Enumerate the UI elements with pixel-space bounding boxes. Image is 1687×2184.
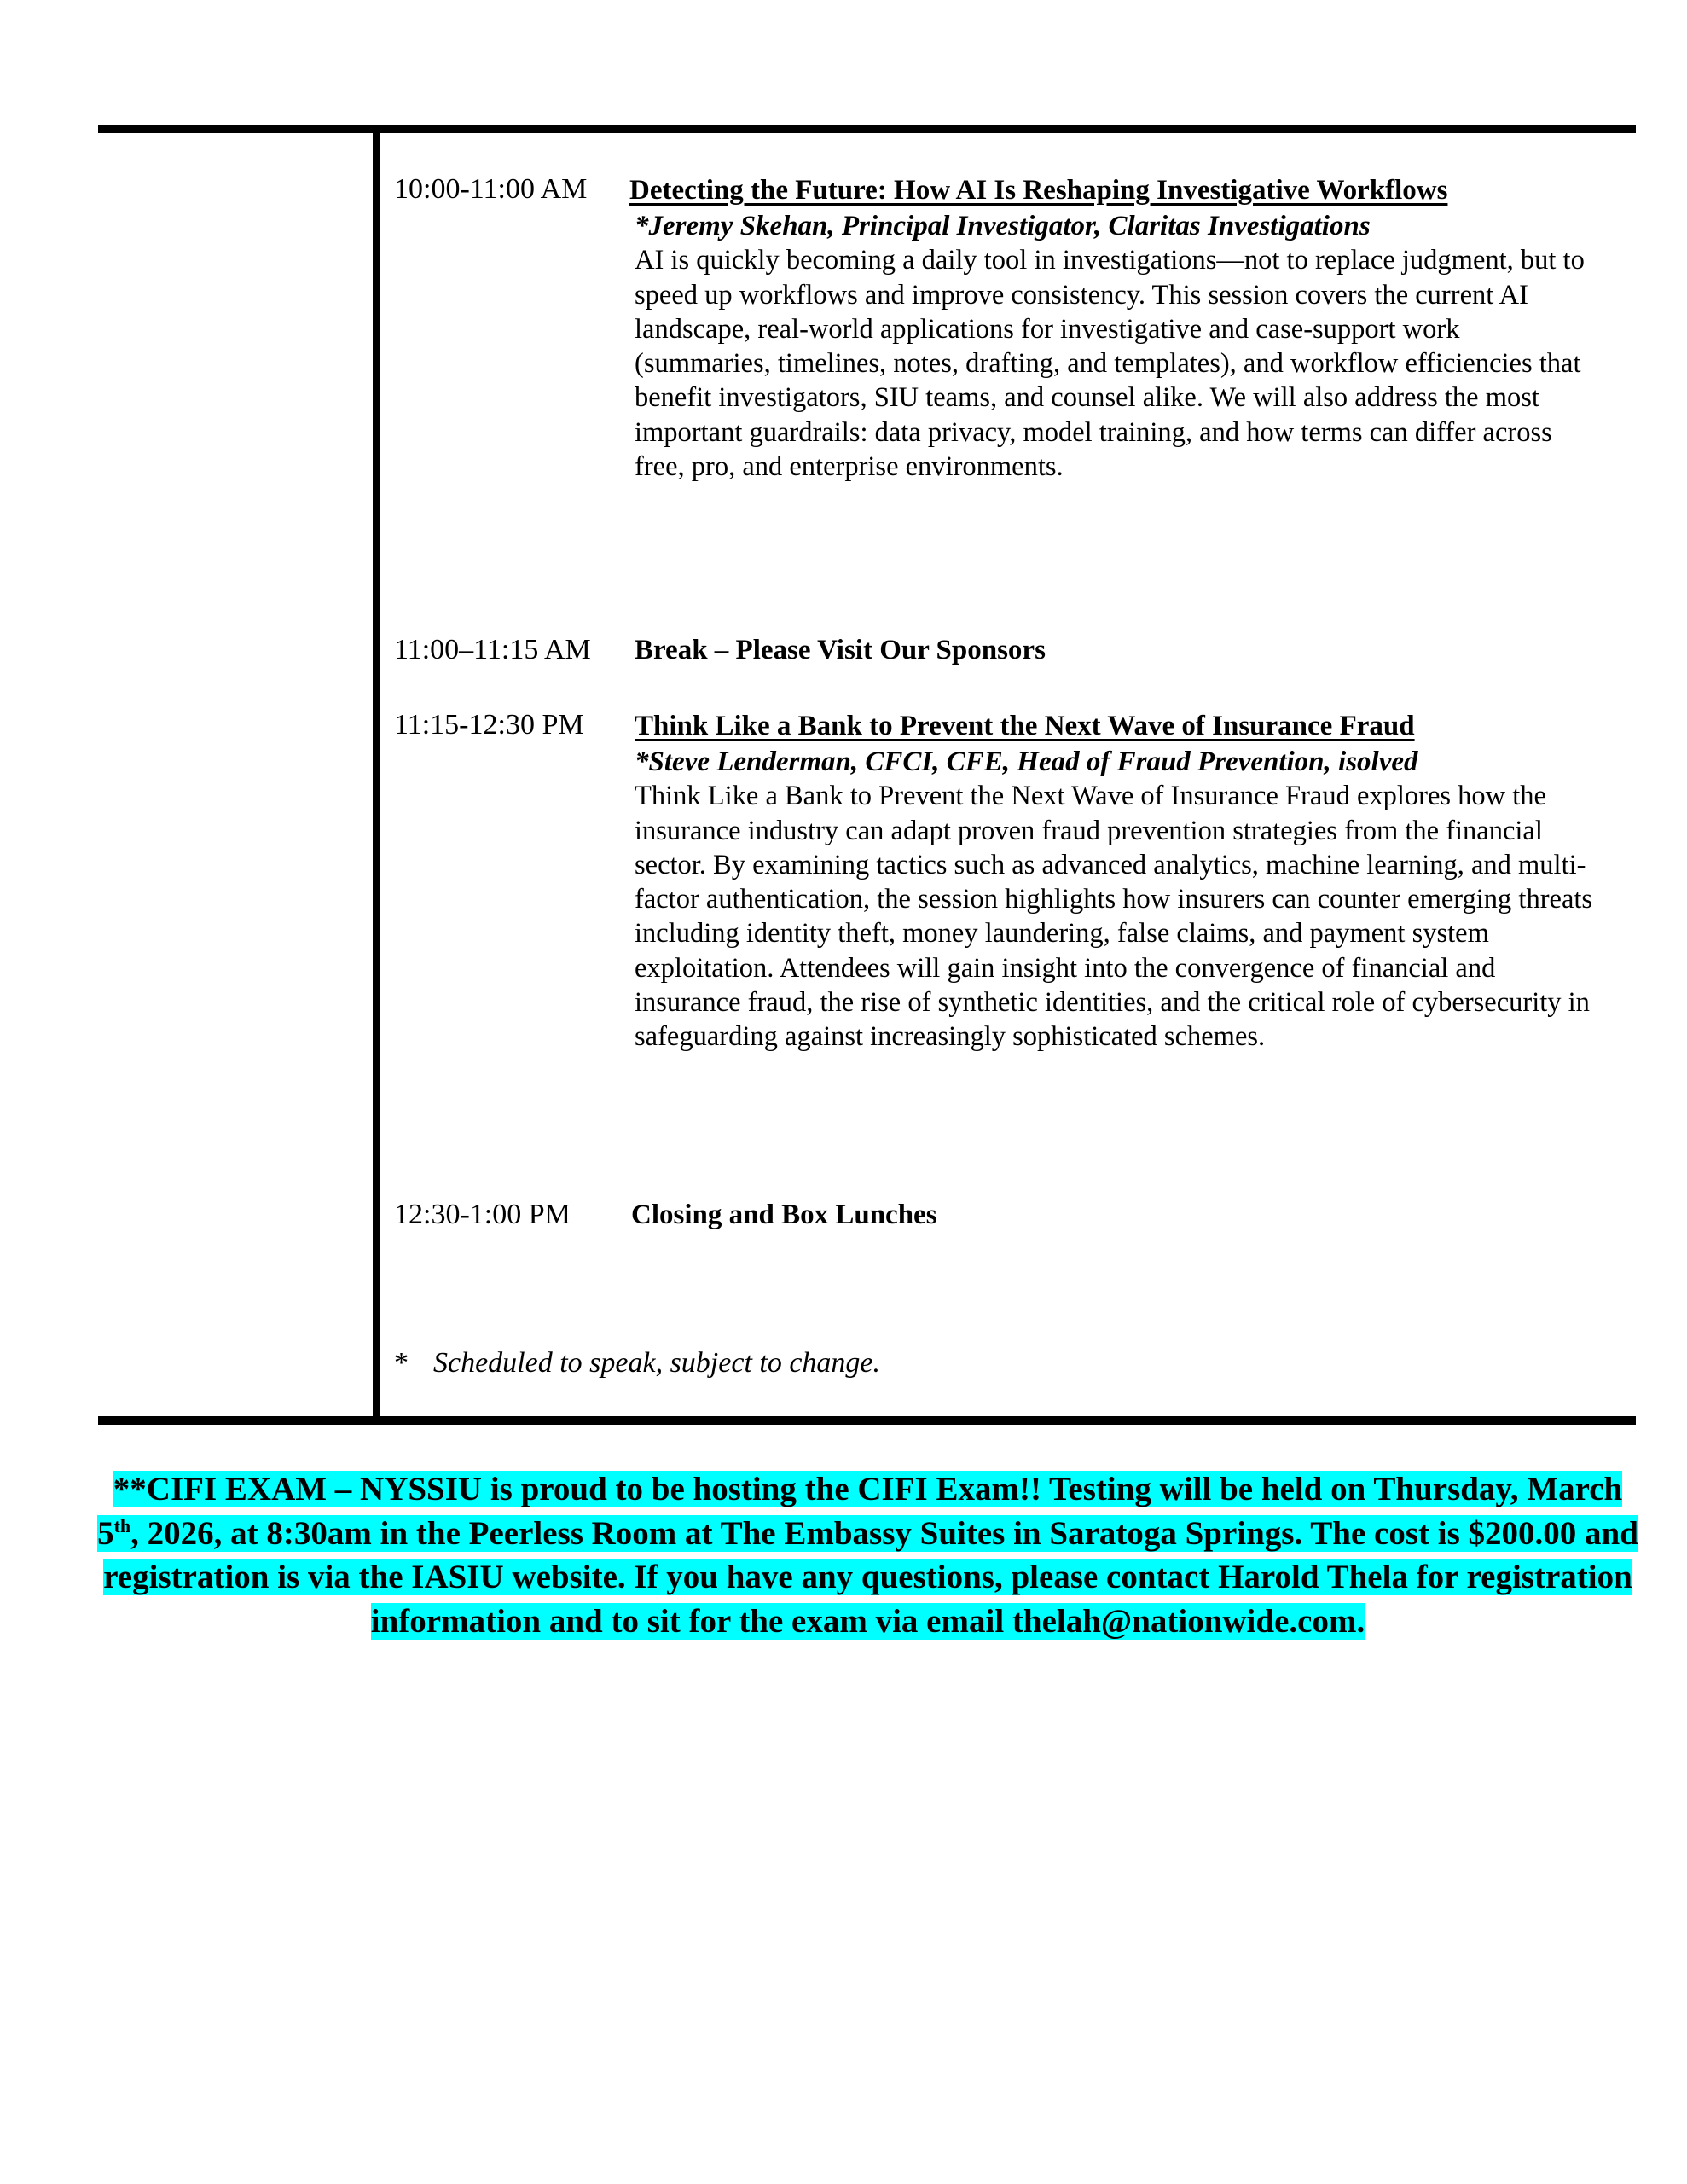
exam-notice-text: **CIFI EXAM – NYSSIU is proud to be hosting the CIFI Exam!! Testing will be held on Thursday, March 5 [97, 1471, 1623, 1552]
session-time: 11:15-12:30 PM [394, 709, 584, 741]
footnote [394, 1346, 880, 1380]
column-divider [373, 125, 380, 1425]
session-title: Detecting the Future: How AI Is Reshaping Investigative Workflows [629, 175, 1448, 206]
session-description: AI is quickly becoming a daily tool in investigations—not to replace judgment, but to speed up workflows and improve consistency. This session covers the current AI landscape, real-world applications for investigative and case-support work (summaries, timelines, notes, drafting, and templates), and workflow efficiencies that benefit investigators, SIU teams, and counsel alike. We will also address the most important guardrails: data privacy, model training, and how terms can differ across free, pro, and enterprise environments. [635, 245, 1585, 483]
session-time: 11:00–11:15 AM [394, 634, 591, 665]
ordinal-suffix: th [113, 1514, 131, 1536]
session-title: Closing and Box Lunches [631, 1199, 937, 1230]
exam-notice-highlight [97, 1471, 1638, 1640]
session-block [629, 172, 1610, 484]
session-block [635, 708, 1615, 1054]
footnote-text: Scheduled to speak, subject to change. [433, 1347, 881, 1379]
footnote-marker: * [394, 1347, 409, 1379]
exam-notice-text-cont: , 2026, at 8:30am in the Peerless Room at The Embassy Suites in Saratoga Springs. The cost is $200.00 and registration is via the IASIU website. If you have any questions, please contact Harold Thela for registration information and to sit for the exam via email thelah@nationwide.com. [103, 1514, 1638, 1640]
session-time: 10:00-11:00 AM [394, 173, 588, 205]
exam-notice [94, 1467, 1642, 1643]
session-speaker: *Steve Lenderman, CFCI, CFE, Head of Fraud Prevention, isolved [635, 746, 1418, 777]
session-description: Think Like a Bank to Prevent the Next Wave of Insurance Fraud explores how the insurance industry can adapt proven fraud prevention strategies from the financial sector. By examining tactics such as advanced analytics, machine learning, and multi-factor authentication, the session highlights how insurers can counter emerging threats including identity theft, money laundering, false claims, and payment system exploitation. Attendees will gain insight into the convergence of financial and insurance fraud, the rise of synthetic identities, and the critical role of cybersecurity in safeguarding against increasingly sophisticated schemes. [635, 781, 1593, 1053]
bottom-rule [98, 1416, 1636, 1425]
session-title: Think Like a Bank to Prevent the Next Wave of Insurance Fraud [635, 711, 1415, 741]
session-time: 12:30-1:00 PM [394, 1199, 571, 1230]
session-title: Break – Please Visit Our Sponsors [635, 635, 1046, 665]
top-rule [98, 125, 1636, 133]
session-speaker: *Jeremy Skehan, Principal Investigator, Claritas Investigations [635, 211, 1371, 241]
